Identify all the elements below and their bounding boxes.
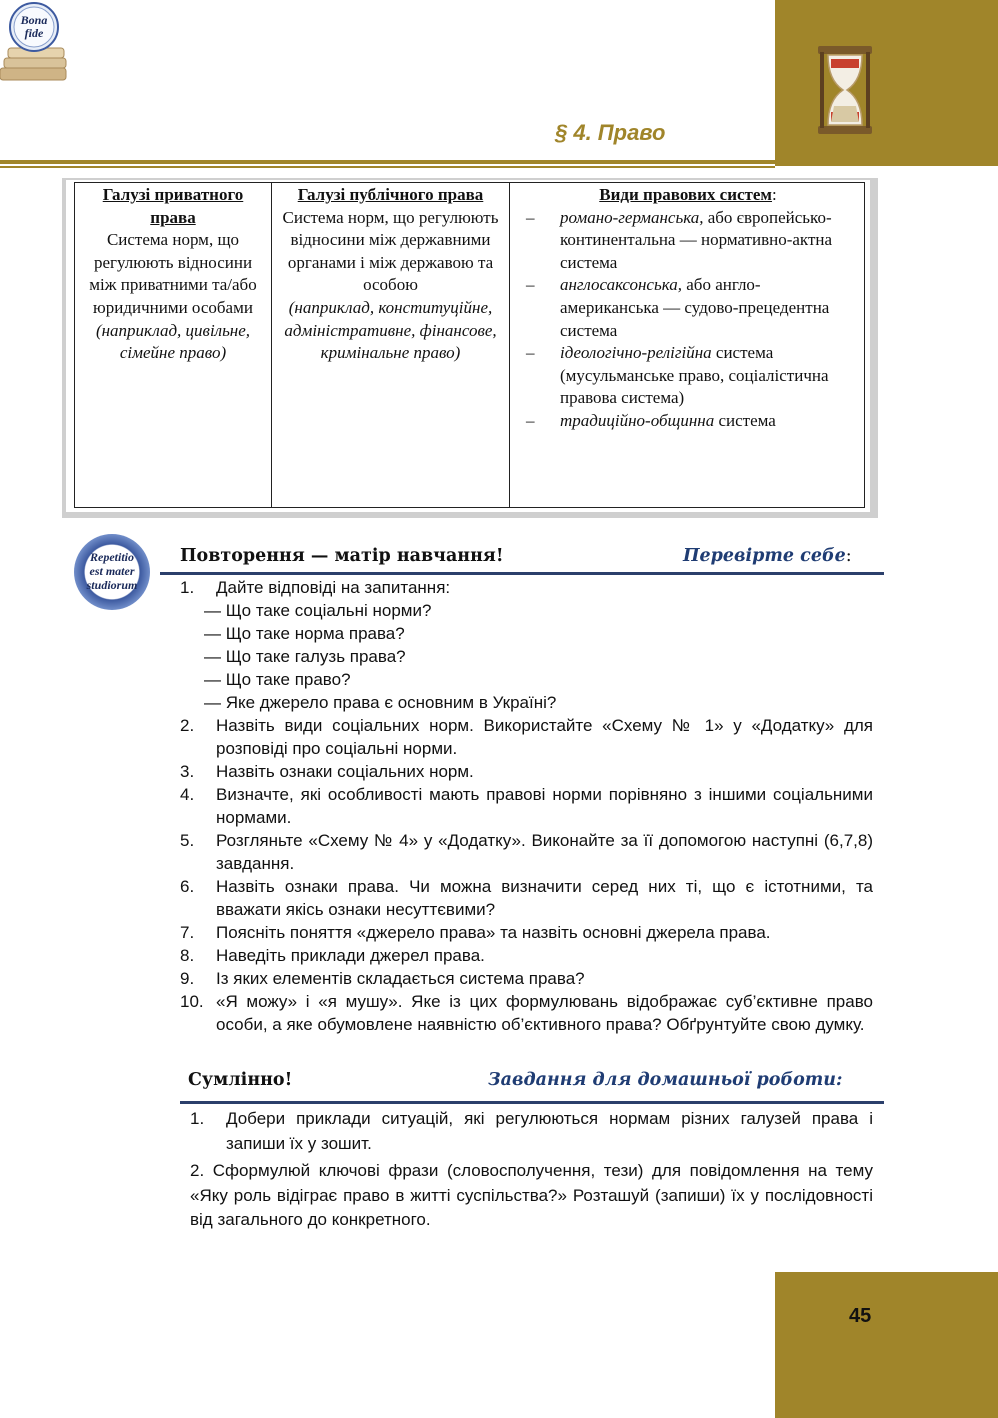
bottom-gold-block (775, 1272, 998, 1418)
private-law-heading: Галузі приватного права (102, 185, 244, 227)
question-item: 8. Наведіть приклади джерел права. (180, 946, 485, 965)
sub-question: — Що таке галузь права? (204, 647, 406, 666)
chapter-title: § 4. Право (555, 120, 666, 145)
list-item: – ідеологічно-релігійна система (мусульманське право, соціалістична правова система) (526, 342, 858, 410)
review-questions (180, 576, 873, 1036)
legal-systems-heading-line (518, 184, 858, 207)
sub-question: — Яке джерело права є основним в Україні? (204, 693, 557, 712)
svg-text:Bona: Bona (20, 13, 48, 27)
legal-systems-list (518, 207, 858, 433)
public-law-heading: Галузі публічного права (297, 185, 484, 204)
law-branches-table (74, 182, 865, 508)
public-law-text: Система норм, що регулюють відносини між державними органами і між державою та особою (282, 207, 499, 295)
page-number: 45 (849, 1305, 872, 1327)
question-item: 1. Дайте відповіді на запитання: (180, 578, 451, 597)
review-rule (160, 572, 884, 575)
homework-tasks (190, 1107, 873, 1233)
review-right-title: Перевірте себе: (683, 546, 852, 566)
legal-systems-heading: Види правових систем (599, 185, 773, 204)
list-item: – англосаксонська, або англо-американська — судово-прецедентна система (526, 274, 858, 342)
legal-systems-heading-colon: : (772, 185, 777, 204)
hourglass-icon (816, 46, 874, 134)
question-item: 3. Назвіть ознаки соціальних норм. (180, 762, 474, 781)
list-item: – традиційно-общинна система (526, 410, 858, 433)
task-item: 1. Добери приклади ситуацій, які регулюються нормам різних галузей права і запиши їх у зошит. (190, 1109, 873, 1153)
public-law-example: (наприклад, конституційне, адміністративне, фінансове, кримінальне право) (284, 297, 497, 363)
legal-systems-cell (510, 183, 865, 508)
review-title: Повторення — матір навчання! (180, 546, 504, 566)
question-item: 2. Назвіть види соціальних норм. Використайте «Схему № 1» у «Додатку» для розповіді про соціальні норми. (180, 716, 873, 758)
sub-question: — Що таке норма права? (204, 624, 405, 643)
header-rule-thin (0, 166, 775, 168)
top-gold-block (775, 0, 998, 166)
svg-text:fide: fide (24, 26, 44, 40)
bona-fide-books-icon (0, 0, 70, 84)
homework-right-title: Завдання для домашньої роботи: (488, 1070, 843, 1090)
repetitio-badge-icon: Repetitio est mater studiorum (74, 534, 150, 610)
private-law-example: (наприклад, цивільне, сімейне право) (95, 320, 251, 363)
question-item: 9. Із яких елементів складається система права? (180, 969, 585, 988)
task-item: 2. Сформулюй ключові фрази (словосполучення, тези) для повідомлення на тему «Яку роль відіграє право в житті суспільства?» Розташуй (запиши) їх у послідовності від загального до конкретного. (190, 1161, 873, 1229)
question-item: 7. Поясніть поняття «джерело права» та назвіть основні джерела права. (180, 923, 771, 942)
header-rule (0, 160, 775, 164)
sub-question: — Що таке соціальні норми? (204, 601, 432, 620)
sub-question: — Що таке право? (204, 670, 351, 689)
public-law-cell (272, 183, 510, 508)
question-item: 6. Назвіть ознаки права. Чи можна визначити серед них ті, що є істотними, та вважати якісь ознаки несуттєвими? (180, 877, 873, 919)
private-law-cell (75, 183, 272, 508)
private-law-text: Система норм, що регулюють відносини між приватними та/або юридичними особами (89, 230, 257, 317)
question-item: 5. Розгляньте «Схему № 4» у «Додатку». Виконайте за її допомогою наступні (6,7,8) завдання. (180, 831, 873, 873)
homework-title: Сумлінно! (188, 1070, 293, 1090)
list-item: – романо-германська, або європейсько-континентальна — нормативно-актна система (526, 207, 858, 275)
homework-rule (180, 1101, 884, 1104)
question-item: 4. Визначте, які особливості мають правові норми порівняно з іншими соціальними нормами. (180, 785, 873, 827)
question-item: 10. «Я можу» і «я мушу». Яке із цих формулювань відображає суб’єктивне право особи, а яке обумовлене наявністю об’єктивного права? Обґрунтуйте свою думку. (180, 992, 873, 1034)
